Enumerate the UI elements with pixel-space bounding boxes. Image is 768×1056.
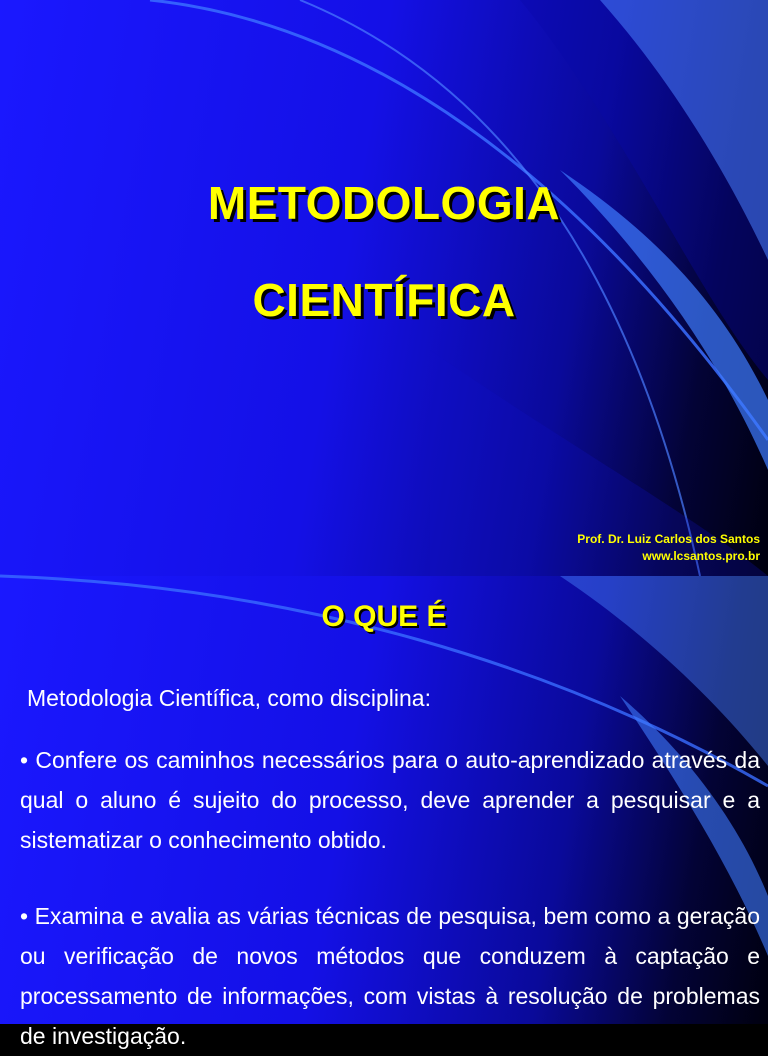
author-name: Prof. Dr. Luiz Carlos dos Santos	[577, 532, 760, 546]
slide-title-line-1: METODOLOGIA	[207, 177, 561, 229]
author-website: www.lcsantos.pro.br	[642, 549, 760, 563]
intro-text: Metodologia Científica, como disciplina:	[27, 685, 431, 711]
slide-title-line-2: CIENTÍFICA	[252, 274, 516, 326]
content-slide	[0, 576, 768, 1049]
bullet-item-2: • Examina e avalia as várias técnicas de pesquisa, bem como a geração ou verificação de novos métodos que conduzem à captação e processamento de informações, com vistas à resolução de problemas de investigação.	[20, 903, 760, 1049]
slide-heading: O QUE É	[321, 600, 447, 633]
bullet-item-1: • Confere os caminhos necessários para o auto-aprendizado através da qual o aluno é sujeito do processo, deve aprender a pesquisar e a sistematizar o conhecimento obtido.	[20, 747, 760, 853]
